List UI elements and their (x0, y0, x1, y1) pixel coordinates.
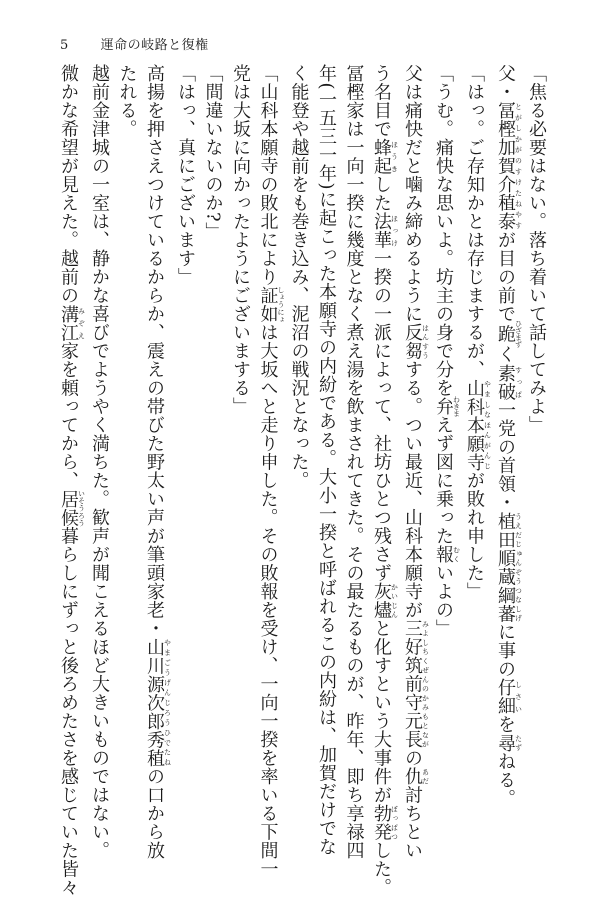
text-line (492, 64, 523, 872)
ruby-word (495, 320, 523, 348)
ruby-word (495, 511, 523, 623)
ruby-reading: しょうにょ (277, 286, 285, 323)
ruby-word (433, 545, 461, 564)
text-line (340, 64, 368, 872)
ruby-reading: やまごうげんじろうひでたね (163, 637, 172, 767)
text-segment: 冨樫家は一向一揆に幾度となく煮え湯を飲まされてきた。その最たるものが、昨年、即ち享禄四 (343, 64, 365, 860)
ruby-base: 跪 (495, 320, 516, 348)
text-segment: する。つい最近、山科本願寺が (402, 360, 423, 619)
text-line (55, 64, 86, 897)
ruby-base: 山川源次郎秀稙 (144, 637, 165, 767)
ruby-base: 法華 (371, 212, 392, 249)
text-segment: 「焦る必要はない。落ち着いて話してみよ」 (526, 64, 547, 434)
text-segment: 「うむ。痛快な思いよ。坊主の身で分を (433, 64, 454, 397)
ruby-base: 報 (433, 545, 454, 564)
text-segment: 「はっ、真にございます」 (175, 64, 196, 286)
text-segment: 越前金津城の一室は、静かな喜びでようやく満ちた。歓声が聞こえるほど大きいものではない。 (89, 64, 110, 860)
text-line (368, 64, 399, 897)
text-line (199, 64, 227, 872)
text-segment: 一党の首領・ (495, 400, 516, 512)
ruby-word (402, 767, 430, 786)
ruby-base: 反芻 (402, 323, 423, 360)
text-segment: 家を頼ってから、 (58, 341, 79, 490)
ruby-word (495, 101, 523, 231)
text-segment: の口から放 (144, 767, 165, 860)
ruby-word (371, 582, 399, 619)
page-number: 5 (60, 38, 69, 53)
ruby-reading: ほっけ (390, 212, 399, 249)
ruby-word (371, 804, 399, 841)
text-line (523, 64, 551, 872)
text-segment: を (495, 715, 516, 734)
text-segment: が敗れ申した」 (464, 471, 485, 601)
ruby-word (58, 304, 86, 342)
chapter-title: 運命の岐路と復権 (100, 38, 209, 53)
ruby-word (58, 489, 86, 527)
ruby-word (495, 363, 523, 401)
ruby-word (371, 138, 399, 175)
ruby-base: 蜂起 (371, 138, 392, 175)
ruby-reading: ほうき (390, 138, 399, 175)
text-line (254, 64, 285, 878)
ruby-base: 植田順蔵綱蕃 (495, 511, 516, 623)
text-segment: 党は大坂に向かったようにございまする」 (230, 64, 251, 416)
ruby-base: 仇 (402, 767, 423, 786)
ruby-reading: はんすう (421, 323, 430, 360)
ruby-word (495, 678, 523, 715)
ruby-reading: とがしかがのすけたねやす (514, 101, 523, 231)
text-segment: えず図に乗った (433, 415, 454, 545)
ruby-reading: わきま (452, 395, 461, 417)
ruby-reading: たず (514, 733, 523, 752)
ruby-reading: うえだじゅんぞうつなしげ (514, 511, 523, 623)
text-segment: は大坂へと走り申した。その敗報を受け、一向一揆を率いる下間一 (257, 323, 279, 878)
ruby-reading: ひざまず (514, 320, 523, 348)
text-segment: ねる。 (495, 752, 516, 808)
ruby-reading: いそうろう (77, 489, 86, 527)
text-segment: に事の (495, 622, 516, 678)
text-line (227, 64, 255, 872)
text-line (86, 64, 114, 872)
text-line (313, 64, 341, 872)
text-segment: 年(一五三一年)に起こった本願寺の内紛である。大小一揆と呼ばれるこの内紛は、加賀だけでな (316, 64, 337, 857)
text-segment: く (495, 345, 516, 364)
ruby-word (371, 212, 399, 249)
text-line (141, 64, 172, 872)
ruby-base: 仔細 (495, 678, 516, 715)
ruby-base: 溝江 (58, 304, 79, 342)
ruby-base: 勃発 (371, 804, 392, 841)
text-line (399, 64, 430, 872)
text-segment: 父・ (495, 64, 516, 101)
text-line (461, 64, 492, 872)
ruby-base: 山科本願寺 (464, 378, 485, 471)
text-segment: 父は痛快だと噛み締めるように (402, 64, 423, 323)
ruby-reading: かいじん (390, 582, 399, 619)
ruby-word (495, 733, 523, 753)
ruby-word (464, 378, 492, 472)
text-segment: した。 (371, 841, 392, 897)
text-segment: く能登や越前をも巻き込み、泥沼の戦況となった。 (288, 64, 310, 490)
ruby-base: 尋 (495, 733, 516, 752)
text-segment: が目の前で (495, 230, 516, 323)
text-segment: 一揆の一派によって、社坊ひとつ残さず (371, 249, 392, 582)
text-segment: 討ちとい (402, 785, 423, 860)
ruby-base: 弁 (433, 395, 454, 417)
ruby-word (144, 637, 172, 768)
ruby-reading: ぼっぱつ (390, 804, 399, 841)
text-line (285, 64, 313, 872)
text-segment: いよの」 (433, 563, 454, 638)
running-header (60, 34, 209, 53)
ruby-reading: やましなほんがんじ (483, 378, 492, 471)
ruby-word (257, 286, 285, 323)
ruby-reading: むく (452, 545, 461, 564)
text-segment: う名目で (371, 64, 392, 138)
ruby-base: 三好筑前守元長 (402, 619, 423, 749)
text-line (113, 64, 141, 872)
text-segment: した (371, 175, 392, 212)
text-line (172, 64, 200, 872)
ruby-word (402, 619, 430, 749)
ruby-base: 居候 (58, 489, 79, 527)
text-line (430, 64, 461, 872)
text-segment: 「山科本願寺の敗北により (257, 64, 279, 286)
ruby-base: 灰燼 (371, 582, 392, 619)
ruby-base: 素破 (495, 363, 516, 401)
ruby-reading: しさい (514, 678, 523, 715)
text-segment: 暮らしにずっと後ろめたさを感じていた皆々 (58, 526, 79, 897)
text-segment: の (402, 748, 423, 767)
ruby-base: 証如 (257, 286, 279, 323)
text-segment: と化すという大事件が (371, 619, 392, 804)
text-segment: 「間違いないのか?」 (202, 64, 224, 241)
text-segment: たれる。 (116, 64, 138, 138)
text-segment: 微かな希望が見えた。越前の (58, 64, 79, 305)
ruby-word (402, 323, 430, 360)
text-segment: 高揚を押さえつけているからか、震えの帯びた野太い声が筆頭家老・ (144, 64, 165, 638)
ruby-base: 冨樫加賀介稙泰 (495, 101, 516, 231)
body-text (50, 64, 550, 897)
ruby-reading: すっぱ (514, 363, 523, 401)
ruby-reading: みぞえ (77, 304, 86, 342)
text-segment: 「はっ。ご存知かとは存じまするが、 (464, 64, 485, 379)
ruby-reading: みよしちくぜんのかみもとなが (421, 619, 430, 749)
ruby-reading: あだ (421, 767, 430, 786)
ruby-word (433, 395, 461, 417)
